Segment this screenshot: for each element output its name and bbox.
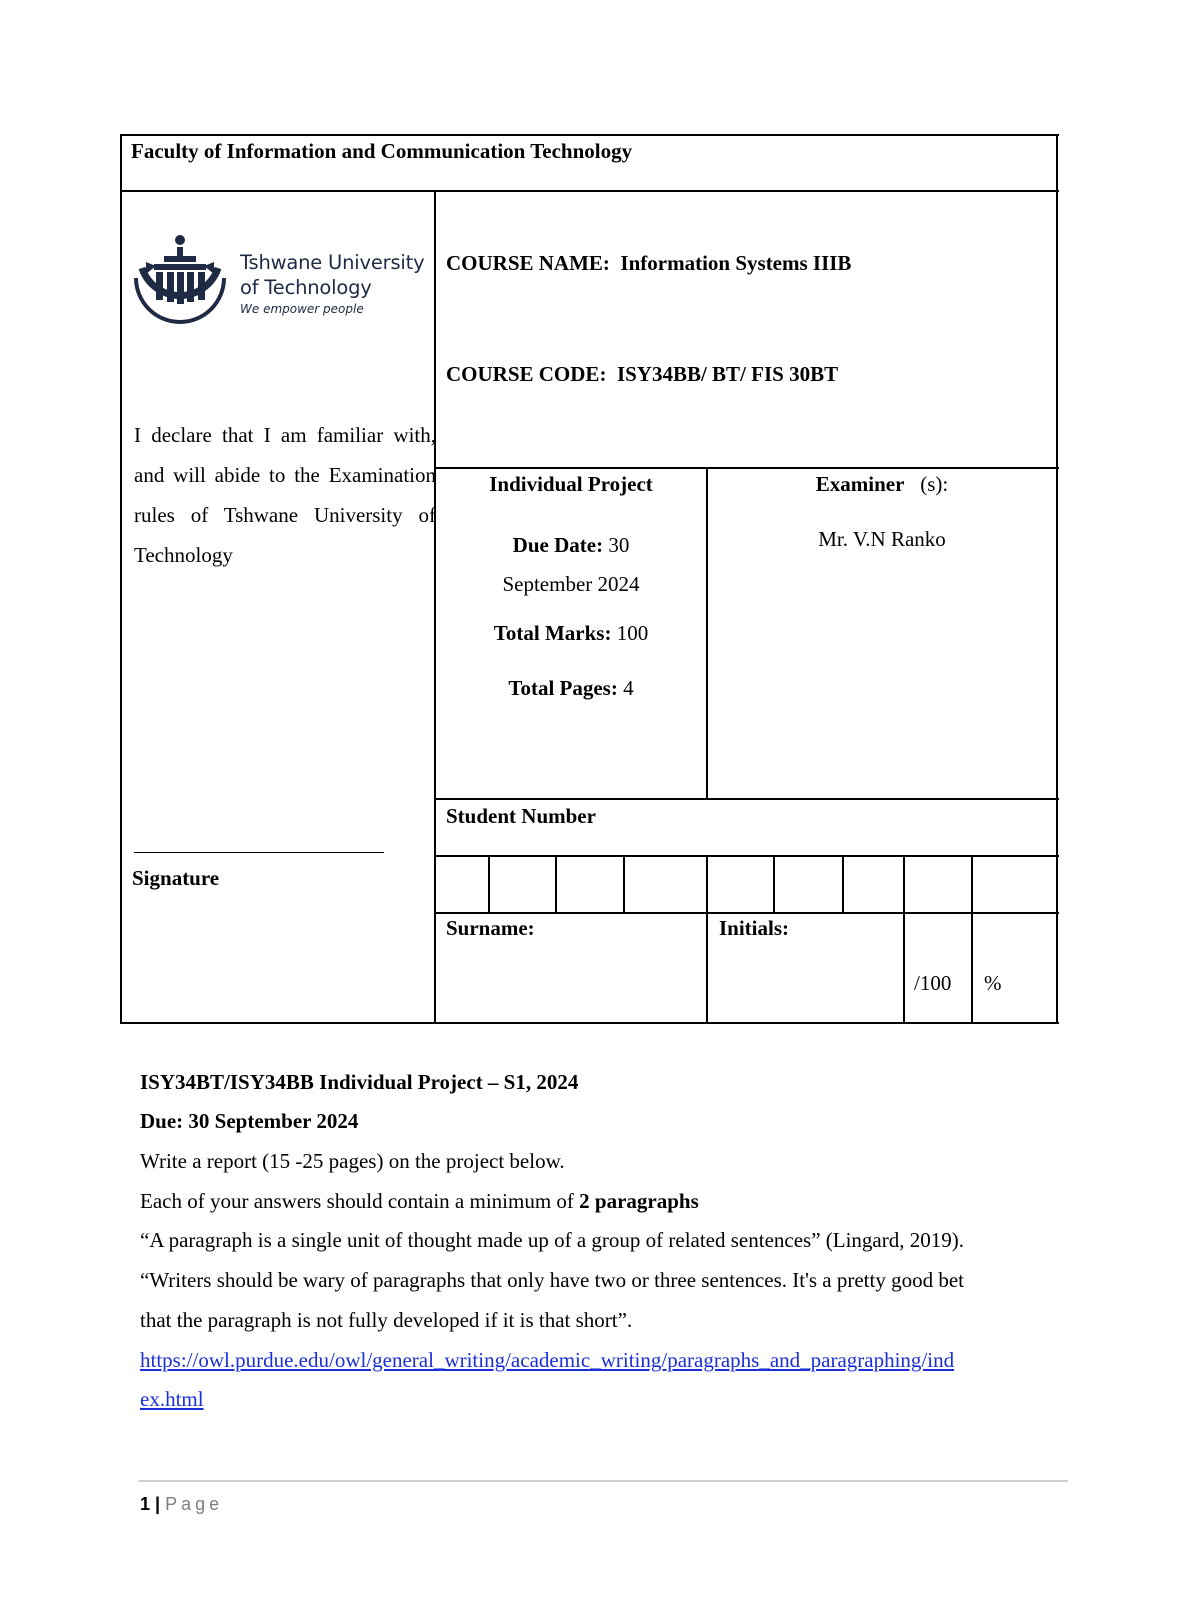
footer-divider <box>138 1480 1068 1482</box>
quote-lingard: “A paragraph is a single unit of thought made up of a group of related sentences” (Lingard, 2019). <box>140 1228 964 1252</box>
course-code: COURSE CODE: ISY34BB/ BT/ FIS 30BT <box>446 362 839 386</box>
faculty-title: Faculty of Information and Communication Technology <box>131 139 633 163</box>
quote-writers-line1: “Writers should be wary of paragraphs that only have two or three sentences. It's a pretty good bet <box>140 1268 965 1292</box>
surname-field[interactable] <box>437 945 705 1021</box>
course-name: COURSE NAME: Information Systems IIIB <box>446 251 852 275</box>
examiner-label: Examiner (s): <box>815 472 949 496</box>
signature-label: Signature <box>132 866 220 890</box>
instruction-line: Write a report (15 -25 pages) on the project below. <box>140 1149 565 1173</box>
percent-symbol: % <box>984 971 1002 995</box>
initials-field[interactable] <box>708 945 902 1021</box>
tut-emblem-icon <box>132 234 228 326</box>
purdue-link-continued[interactable]: ex.html <box>140 1387 204 1411</box>
student-number-label: Student Number <box>446 804 596 828</box>
total-pages: Total Pages: 4 <box>508 676 634 700</box>
logo-name: Tshwane University of Technology <box>240 251 425 299</box>
examiner-info <box>708 471 1056 552</box>
total-marks: Total Marks: 100 <box>493 621 649 645</box>
project-info <box>436 471 706 701</box>
purdue-link[interactable]: https://owl.purdue.edu/owl/general_writing/academic_writing/paragraphs_and_paragraphing/ind <box>140 1348 955 1372</box>
project-title: Individual Project <box>489 472 653 496</box>
declaration-text: I declare that I am familiar with, and will abide to the Examination rules of Tshwane University of Technology <box>134 423 436 567</box>
score-out-of: /100 <box>914 971 952 995</box>
initials-label: Initials: <box>719 916 790 940</box>
student-number-boxes[interactable] <box>437 857 1057 912</box>
quote-writers-line2: that the paragraph is not fully developed if it is that short”. <box>140 1308 633 1332</box>
due-line: Due: 30 September 2024 <box>140 1109 359 1133</box>
project-heading: ISY34BT/ISY34BB Individual Project – S1, 2024 <box>140 1070 579 1094</box>
logo-tagline: We empower people <box>240 302 364 316</box>
due-date: Due Date: 30 September 2024 <box>502 533 640 596</box>
signature-line <box>134 852 384 853</box>
surname-label: Surname: <box>446 916 535 940</box>
examiner-name: Mr. V.N Ranko <box>818 527 946 551</box>
page-footer: 1 | Page <box>140 1494 224 1514</box>
min-paragraphs-line: Each of your answers should contain a minimum of 2 paragraphs <box>140 1189 699 1213</box>
university-logo <box>132 234 432 334</box>
